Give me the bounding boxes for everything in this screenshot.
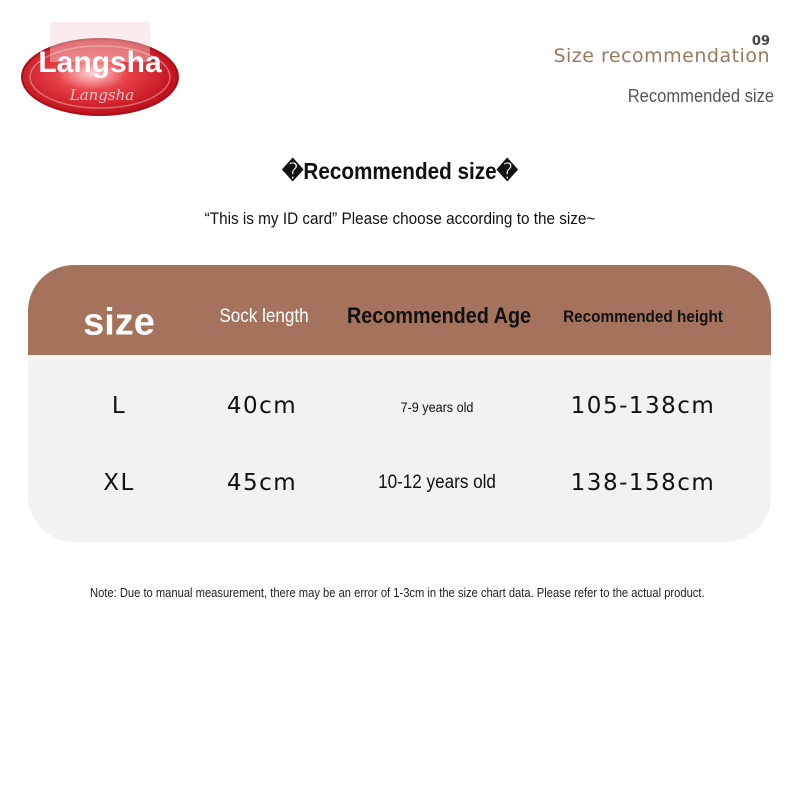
row-height: 138-158cm bbox=[570, 470, 716, 496]
page-number: 09 bbox=[751, 34, 770, 49]
measurement-note: Note: Due to manual measurement, there may be an error of 1-3cm in the size chart data. Please refer to the actual product. bbox=[90, 585, 705, 600]
header-title: Size recommendation bbox=[553, 45, 770, 67]
row-sock-length: 45cm bbox=[226, 470, 298, 496]
logo-script: Langsha bbox=[69, 86, 135, 104]
column-header-sock-length: Sock length bbox=[219, 306, 309, 327]
row-age: 10-12 years old bbox=[378, 472, 496, 493]
table-header bbox=[28, 265, 771, 355]
size-table bbox=[28, 265, 771, 542]
header-subtitle: Recommended size bbox=[627, 86, 774, 106]
row-sock-length: 40cm bbox=[226, 393, 298, 419]
row-size: XL bbox=[103, 470, 135, 496]
row-age: 7-9 years old bbox=[400, 399, 474, 415]
brand-logo bbox=[20, 22, 180, 118]
column-header-size: size bbox=[83, 301, 155, 344]
column-header-age: Recommended Age bbox=[346, 303, 532, 328]
row-height: 105-138cm bbox=[570, 393, 716, 419]
logo-wordmark: Langsha bbox=[38, 46, 162, 79]
page-subtitle: “This is my ID card” Please choose according to the size~ bbox=[204, 209, 596, 228]
page-title: �Recommended size� bbox=[282, 158, 518, 184]
row-size: L bbox=[111, 393, 127, 419]
column-header-height: Recommended height bbox=[563, 307, 723, 326]
